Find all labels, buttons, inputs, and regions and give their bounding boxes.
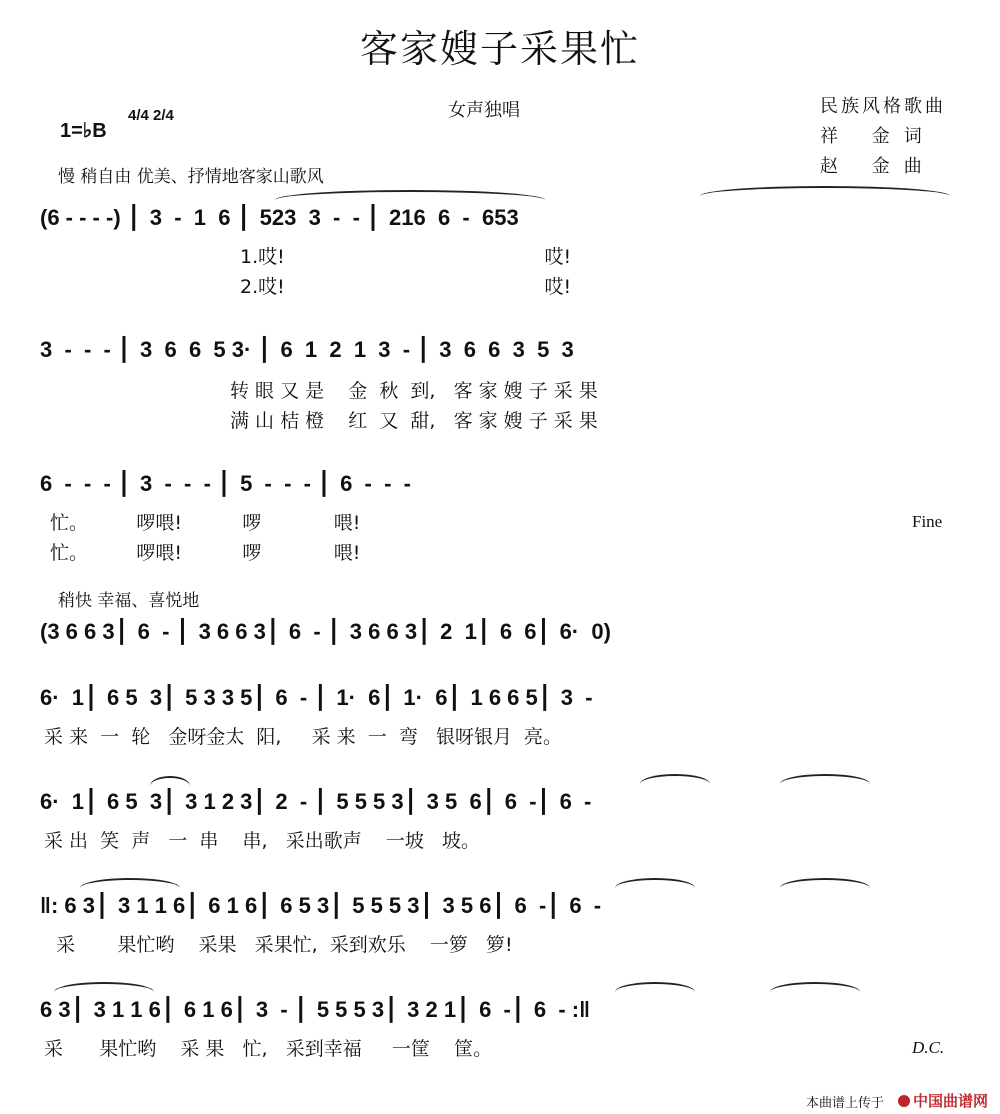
upload-note: 本曲谱上传于 xyxy=(806,1096,885,1111)
notes-line: 3 - - - ▏3 6 6 5 3· ▏6 1 2 1 3 - ▏3 6 6 3 5 3 xyxy=(40,337,574,362)
score-system-4 xyxy=(40,612,960,656)
notes-line: (3 6 6 3 ▏6 - ▏3 6 6 3 ▏6 - ▏3 6 6 3 ▏2 1 ▏6 6 ▏6· 0) xyxy=(40,619,611,644)
score-system-3 xyxy=(40,464,960,574)
site-logo xyxy=(898,1090,988,1111)
lyricist-credit: 祥 金词 xyxy=(820,126,936,147)
score-system-6 xyxy=(40,782,960,862)
genre-label: 民族风格歌曲 xyxy=(820,96,946,117)
logo-icon xyxy=(898,1095,910,1107)
page-title: 客家嫂子采果忙 xyxy=(359,27,640,71)
lyrics-line: 采 果忙哟 采果 采果忙, 采到欢乐 一箩 箩! xyxy=(44,934,513,956)
dc-marking: D.C. xyxy=(912,1038,945,1057)
performance-note: 女声独唱 xyxy=(448,100,520,121)
composer-credit: 赵 金曲 xyxy=(820,156,936,177)
score-system-7 xyxy=(40,886,960,966)
site-name: 中国曲谱网 xyxy=(913,1093,989,1110)
notes-line: 6· 1 ▏6 5 3 ▏5 3 3 5 ▏6 - ▏1· 6 ▏1· 6 ▏1 6 6 5 ▏3 - xyxy=(40,685,593,710)
tempo-marking-2: 稍快 幸福、喜悦地 xyxy=(58,591,200,611)
lyrics-verse-2: 忙。 啰喂! 啰 喂! xyxy=(50,542,361,564)
lyrics-line: 采 来 一 轮 金呀金太 阳, 采 来 一 弯 银呀银月 亮。 xyxy=(44,726,563,748)
score-system-5 xyxy=(40,678,960,758)
score-system-1 xyxy=(40,198,960,308)
score-system-8 xyxy=(40,990,960,1070)
score-system-2 xyxy=(40,330,960,440)
notes-line: 6 3 ▏3 1 1 6 ▏6 1 6 ▏3 - ▏5 5 5 3 ▏3 2 1 ▏6 - ▏6 - :‖ xyxy=(40,997,591,1022)
notes-line: (6 - - - -) ▏3 - 1 6 ▏523 3 - - ▏216 6 - 653 xyxy=(40,205,519,230)
key-signature: 1=♭B xyxy=(60,120,107,142)
lyrics-line: 采 果忙哟 采 果 忙, 采到幸福 一筐 筐。 xyxy=(44,1038,493,1060)
lyrics-verse-2: 满 山 桔 橙 红 又 甜, 客 家 嫂 子 采 果 xyxy=(230,410,598,432)
lyrics-line: 采 出 笑 声 一 串 串, 采出歌声 一坡 坡。 xyxy=(44,830,480,852)
lyrics-verse-2: 2.哎! 哎! xyxy=(240,276,572,298)
time-signature: 4/4 2/4 xyxy=(128,107,174,124)
notes-line: 6· 1 ▏6 5 3 ▏3 1 2 3 ▏2 - ▏5 5 5 3 ▏3 5 6 ▏6 - ▏6 - xyxy=(40,789,592,814)
fine-marking: Fine xyxy=(912,512,943,531)
notes-line: 6 - - - ▏3 - - - ▏5 - - - ▏6 - - - xyxy=(40,471,411,496)
lyrics-verse-1: 转 眼 又 是 金 秋 到, 客 家 嫂 子 采 果 xyxy=(230,380,598,402)
lyrics-verse-1: 忙。 啰喂! 啰 喂! xyxy=(50,512,361,534)
notes-line: ‖: 6 3 ▏3 1 1 6 ▏6 1 6 ▏6 5 3 ▏5 5 5 3 ▏3 5 6 ▏6 - ▏6 - xyxy=(40,893,602,918)
tempo-marking-1: 慢 稍自由 优美、抒情地客家山歌风 xyxy=(58,167,324,187)
lyrics-verse-1: 1.哎! 哎! xyxy=(240,246,572,268)
